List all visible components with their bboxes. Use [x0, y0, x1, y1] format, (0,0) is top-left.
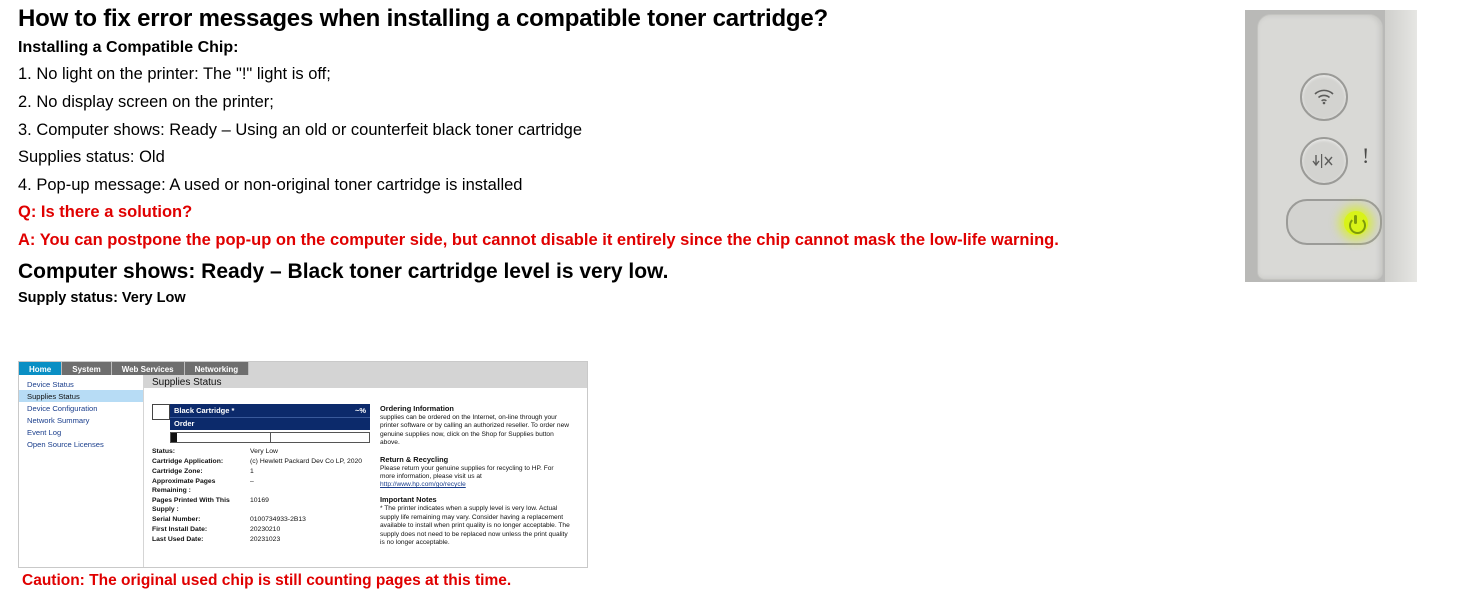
ordering-information-block: [380, 404, 570, 448]
supply-status-label: Supply status: Very Low: [18, 289, 186, 306]
cancel-button: [1300, 137, 1348, 185]
step-line: 2. No display screen on the printer;: [18, 92, 274, 111]
detail-row: [152, 477, 370, 495]
detail-key: Approximate Pages Remaining :: [152, 478, 216, 494]
section-heading: Computer shows: Ready – Black toner cartridge level is very low.: [18, 259, 669, 283]
attention-light-indicator: !: [1362, 143, 1370, 168]
sidebar-item-open-source-licenses[interactable]: Open Source Licenses: [27, 439, 104, 449]
step-line: 3. Computer shows: Ready – Using an old or counterfeit black toner cartridge: [18, 120, 583, 139]
detail-value: Very Low: [250, 448, 278, 455]
sidebar-item-device-status[interactable]: Device Status: [27, 379, 74, 389]
detail-row: [152, 535, 370, 544]
answer-text: A: You can postpone the pop-up on the computer side, but cannot disable it entirely since the chip cannot mask the low-life warning.: [18, 231, 1059, 250]
printer-ews-screenshot: [18, 361, 588, 568]
sidebar-item-event-log[interactable]: Event Log: [27, 427, 62, 437]
block-text: supplies can be ordered on the Internet, on-line through your printer software or by calling an authorized reseller. To order new genuine supplies now, click on the Shop for Supplies button above.: [380, 414, 569, 447]
detail-row: [152, 467, 370, 476]
detail-value: 1: [250, 468, 254, 475]
recycle-link[interactable]: http://www.hp.com/go/recycle: [380, 481, 466, 489]
tab-system[interactable]: System: [62, 362, 111, 375]
power-button: [1286, 199, 1382, 245]
question-text: Q: Is there a solution?: [18, 203, 193, 222]
detail-key: Cartridge Zone:: [152, 468, 203, 475]
cartridge-icon: [152, 404, 170, 420]
detail-key: First Install Date:: [152, 526, 208, 533]
detail-value: –: [250, 478, 254, 485]
caution-text: Caution: The original used chip is still counting pages at this time.: [22, 572, 512, 589]
detail-row: [152, 447, 370, 456]
cartridge-name: Black Cartridge *: [174, 406, 235, 415]
printer-photo: [1245, 10, 1417, 282]
block-text: Please return your genuine supplies for recycling to HP. For more information, please visit us at: [380, 464, 554, 481]
cancel-icon: [1302, 139, 1346, 183]
detail-row: [152, 525, 370, 534]
ews-tab-bar: [19, 362, 587, 375]
detail-key: Cartridge Application:: [152, 458, 224, 465]
detail-row: [152, 496, 370, 514]
sidebar-item-network-summary[interactable]: Network Summary: [27, 415, 90, 425]
tab-home[interactable]: Home: [19, 362, 62, 375]
sidebar-item-supplies-status[interactable]: Supplies Status: [19, 390, 143, 402]
cartridge-header: [170, 404, 370, 417]
ews-sidebar: [19, 375, 144, 567]
tab-networking[interactable]: Networking: [185, 362, 250, 375]
cartridge-percent: ~%: [354, 406, 366, 415]
panel-columns: [144, 388, 587, 554]
gauge-fill: [171, 433, 177, 442]
detail-value: 10169: [250, 497, 269, 504]
section-subheading: Installing a Compatible Chip:: [18, 39, 239, 57]
gauge-tick: [270, 433, 271, 442]
important-notes-block: [380, 495, 570, 547]
power-led-icon: [1344, 211, 1368, 235]
printer-control-panel: [1257, 14, 1383, 280]
detail-key: Status:: [152, 448, 176, 455]
page-title: How to fix error messages when installing a compatible toner cartridge?: [18, 5, 828, 32]
step-line: 4. Pop-up message: A used or non-original toner cartridge is installed: [18, 175, 523, 194]
block-title: Return & Recycling: [380, 454, 449, 464]
detail-key: Pages Printed With This Supply :: [152, 497, 230, 513]
detail-row: [152, 457, 370, 466]
detail-value: 20230210: [250, 526, 281, 533]
wifi-icon: [1302, 75, 1346, 119]
tab-web-services[interactable]: Web Services: [112, 362, 185, 375]
cartridge-level-gauge: [170, 432, 370, 443]
article-content: [18, 4, 1218, 312]
detail-value: (c) Hewlett Packard Dev Co LP, 2020: [250, 458, 363, 465]
supplies-column: [152, 404, 370, 554]
sidebar-item-device-configuration[interactable]: Device Configuration: [27, 403, 98, 413]
detail-key: Last Used Date:: [152, 536, 204, 543]
return-recycling-block: [380, 455, 570, 489]
detail-key: Serial Number:: [152, 516, 201, 523]
panel-title: Supplies Status: [144, 375, 587, 388]
block-title: Important Notes: [380, 495, 437, 505]
step-line: 1. No light on the printer: The "!" light is off;: [18, 65, 331, 84]
detail-value: 0100734933-2B13: [250, 516, 306, 523]
block-text: * The printer indicates when a supply level is very low. Actual supply life remaining may vary. Consider having a replacement available to install when print quality is no longer acceptable. The supply does not need to be replaced now unless the print quality is no longer acceptable.: [380, 505, 570, 547]
block-title: Ordering Information: [380, 404, 454, 413]
ews-main-panel: [144, 375, 587, 567]
ews-body: [19, 375, 587, 567]
detail-value: 20231023: [250, 536, 281, 543]
supplies-status-line: Supplies status: Old: [18, 148, 165, 167]
wifi-button: [1300, 73, 1348, 121]
cartridge-block: [152, 404, 370, 443]
photo-background: [1385, 10, 1417, 282]
detail-row: [152, 515, 370, 524]
order-link[interactable]: Order: [170, 417, 370, 430]
information-column: [380, 404, 570, 554]
